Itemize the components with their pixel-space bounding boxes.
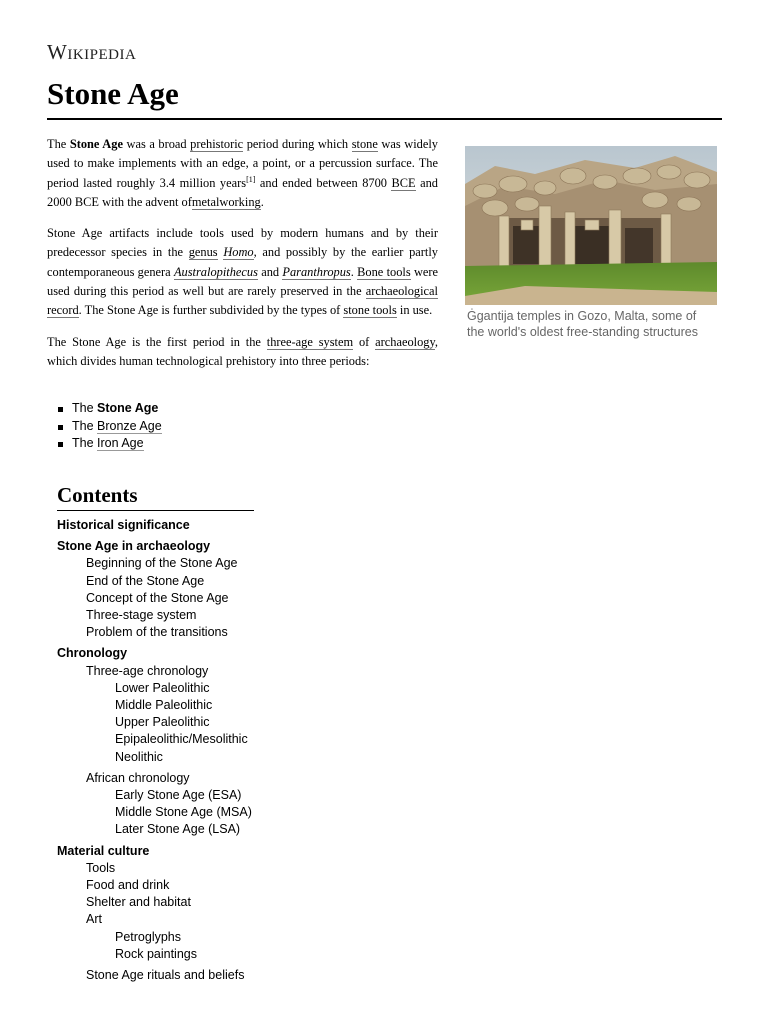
periods-list: [57, 400, 162, 453]
text: period during which: [243, 137, 352, 151]
toc-item[interactable]: African chronology: [86, 770, 190, 785]
toc-item[interactable]: Material culture: [57, 843, 150, 858]
wikipedia-logo[interactable]: Wikipedia: [47, 40, 137, 64]
page-title: Stone Age: [47, 74, 722, 120]
text: were used during this period as well but are rarely preserved in the: [47, 264, 439, 299]
text: , which divides human technological prehistory into three periods:: [47, 334, 438, 368]
link-bce[interactable]: BCE: [391, 175, 416, 190]
toc-item[interactable]: Historical significance: [57, 518, 190, 532]
list-item: [57, 435, 162, 453]
toc-item[interactable]: Stone Age rituals and beliefs: [86, 968, 245, 983]
toc-item[interactable]: Art: [86, 912, 102, 927]
toc-item[interactable]: Middle Paleolithic: [115, 698, 213, 713]
toc-item[interactable]: Beginning of the Stone Age: [86, 556, 238, 571]
toc-item[interactable]: Three-stage system: [86, 608, 197, 623]
period-stone-age: Stone Age: [97, 401, 159, 415]
list-item: [57, 418, 162, 436]
link-stone[interactable]: stone: [351, 137, 378, 151]
link-stone-tools[interactable]: stone tools: [343, 303, 397, 318]
text: The: [72, 436, 98, 450]
text: and 2000 BCE with the advent of: [47, 175, 438, 209]
toc-item[interactable]: Lower Paleolithic: [115, 680, 210, 695]
toc-item[interactable]: Later Stone Age (LSA): [115, 822, 241, 837]
toc-item[interactable]: Petroglyphs: [115, 929, 182, 944]
link-archaeological-record[interactable]: archaeological record: [47, 284, 438, 318]
table-of-contents: [57, 482, 317, 984]
toc-item[interactable]: Neolithic: [115, 749, 163, 764]
toc-item[interactable]: Rock paintings: [115, 946, 197, 961]
toc-item[interactable]: Concept of the Stone Age: [86, 590, 229, 605]
text: , and possibly by the earlier partly contemporaneous genera: [47, 245, 438, 279]
lead-paragraph-1: [47, 135, 438, 212]
toc-item[interactable]: Epipaleolithic/Mesolithic: [115, 732, 248, 747]
link-archaeology[interactable]: archaeology: [375, 334, 435, 349]
article-lead: [47, 135, 438, 383]
toc-item[interactable]: Problem of the transitions: [86, 625, 228, 640]
bold-term: Stone Age: [69, 137, 123, 151]
text: The: [72, 401, 98, 415]
link-iron-age[interactable]: Iron Age: [97, 436, 144, 450]
lead-paragraph-3: [47, 333, 438, 372]
toc-title: Contents: [57, 482, 254, 511]
text: was a broad: [122, 137, 191, 151]
toc-item[interactable]: Tools: [86, 860, 116, 875]
text: of: [353, 334, 376, 349]
infobox-figure: [465, 146, 717, 340]
text: The: [47, 137, 70, 151]
toc-item[interactable]: Upper Paleolithic: [115, 715, 210, 730]
figure-caption: Ġgantija temples in Gozo, Malta, some of the world's oldest free-standing structures: [467, 309, 698, 339]
toc-list: [57, 517, 317, 984]
text: was widely used to make implements with an edge, a point, or a percussion surface. The period lasted roughly 3.4 million years: [47, 137, 438, 190]
toc-item[interactable]: Early Stone Age (ESA): [115, 788, 242, 803]
reference-1[interactable]: [1]: [246, 174, 256, 184]
link-prehistoric[interactable]: prehistoric: [190, 137, 244, 151]
link-homo[interactable]: Homo: [223, 245, 254, 260]
link-bone-tools[interactable]: Bone tools: [357, 264, 411, 279]
link-australopithecus[interactable]: Australopithecus: [173, 264, 258, 279]
list-item: [57, 400, 162, 418]
text: Stone Age artifacts include tools used by modern humans and by their predecessor species in the: [47, 226, 438, 260]
toc-item[interactable]: Middle Stone Age (MSA): [115, 805, 252, 820]
toc-item[interactable]: Food and drink: [86, 878, 170, 893]
link-bronze-age[interactable]: Bronze Age: [97, 418, 162, 433]
link-metalworking[interactable]: metalworking: [191, 194, 261, 209]
toc-item[interactable]: End of the Stone Age: [86, 573, 205, 588]
temple-photo[interactable]: [465, 146, 717, 305]
text: The Stone Age is the first period in the: [47, 334, 267, 349]
text: .: [350, 264, 358, 279]
text: .: [260, 194, 264, 209]
toc-item[interactable]: Stone Age in archaeology: [57, 539, 211, 554]
link-genus[interactable]: genus: [188, 245, 218, 260]
link-paranthropus[interactable]: Paranthropus: [282, 264, 351, 279]
text: . The Stone Age is further subdivided by the types of: [78, 303, 344, 318]
toc-item[interactable]: Three-age chronology: [86, 663, 209, 678]
text: and: [257, 264, 283, 279]
text: The: [72, 418, 98, 433]
text: in use.: [396, 303, 433, 318]
toc-item[interactable]: Chronology: [57, 646, 128, 661]
text: and ended between 8700: [255, 175, 392, 190]
link-three-age-system[interactable]: three-age system: [266, 334, 354, 349]
toc-item[interactable]: Shelter and habitat: [86, 895, 191, 910]
lead-paragraph-2: [47, 224, 438, 320]
